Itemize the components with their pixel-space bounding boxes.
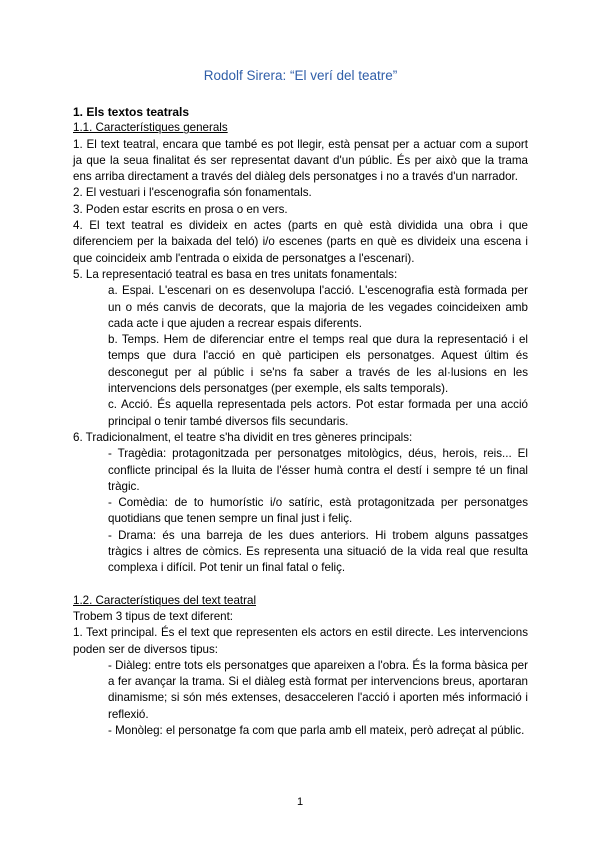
- indented-paragraph: - Diàleg: entre tots els personatges que apareixen a l'obra. És la forma bàsica per a fer avançar la trama. Si el diàleg està format per intervencions breus, aportaran dinamisme; si són més extenses, desacceleren l'acció i aporten més informació i reflexió.: [108, 658, 528, 721]
- paragraph: 1. Text principal. És el text que representen els actors en estil directe. Les intervencions poden ser de diversos tipus:: [73, 626, 528, 656]
- paragraph: 3. Poden estar escrits en prosa o en vers.: [73, 202, 288, 216]
- indented-paragraph: - Tragèdia: protagonitzada per personatges mitològics, déus, herois, reis... El conflicte principal és la lluita de l'ésser humà contra el destí i sempre té un final tràgic.: [108, 447, 528, 493]
- document-title: Rodolf Sirera: “El verí del teatre”: [203, 68, 398, 83]
- indented-paragraph: - Monòleg: el personatge fa com que parla amb ell mateix, però adreçat al públic.: [108, 723, 525, 737]
- spacer: [73, 577, 528, 593]
- paragraph: 5. La representació teatral es basa en tres unitats fonamentals:: [73, 267, 398, 281]
- indented-paragraph: c. Acció. És aquella representada pels actors. Pot estar formada per una acció principal o tenir també diversos fils secundaris.: [108, 398, 528, 428]
- page-number: 1: [296, 796, 304, 808]
- subsection-heading: 1.1. Característiques generals: [73, 121, 228, 135]
- paragraph: Trobem 3 tipus de text diferent:: [73, 609, 234, 623]
- paragraph: 1. El text teatral, encara que també es pot llegir, està pensat per a actuar com a suport ja que la seua finalitat és ser representat davant d'un públic. És per això que la trama ens arriba directament a través del diàleg dels personatges i no a través d'un narrador.: [73, 137, 528, 184]
- document-body: [73, 104, 528, 739]
- indented-paragraph: b. Temps. Hem de diferenciar entre el temps real que dura la representació i el temps que dura l'acció en què participen els personatges. Aquest últim és desconegut per al públic i se'ns fa saber a través de les al·lusions en les intervencions dels personatges (per exemple, els salts temporals).: [108, 333, 528, 396]
- subsection-heading: 1.2. Característiques del text teatral: [73, 593, 257, 607]
- indented-paragraph: a. Espai. L'escenari on es desenvolupa l'acció. L'escenografia està formada per un o més canvis de decorats, que la majoria de les vegades coincideixen amb cada acte i que ajuden a recrear espais diferents.: [108, 284, 528, 330]
- paragraph: 6. Tradicionalment, el teatre s'ha dividit en tres gèneres principals:: [73, 430, 413, 444]
- paragraph: 2. El vestuari i l'escenografia són fonamentals.: [73, 186, 312, 200]
- indented-paragraph: - Comèdia: de to humorístic i/o satíric, està protagonitzada per personatges quotidians que tenen sempre un final just i feliç.: [108, 496, 528, 526]
- paragraph: 4. El text teatral es divideix en actes (parts en què està dividida una obra i que diferenciem per la baixada del teló) i/o escenes (parts en què es divideix una escena i que coincideix amb l'entrada o eixida de personatges a l'escenari).: [73, 219, 528, 265]
- section-heading: 1. Els textos teatrals: [73, 105, 190, 119]
- indented-paragraph: - Drama: és una barreja de les dues anteriors. Hi trobem alguns passatges tràgics i altres de còmics. Es representa una situació de la vida real que resulta complexa i difícil. Pot tenir un final fatal o feliç.: [108, 528, 528, 575]
